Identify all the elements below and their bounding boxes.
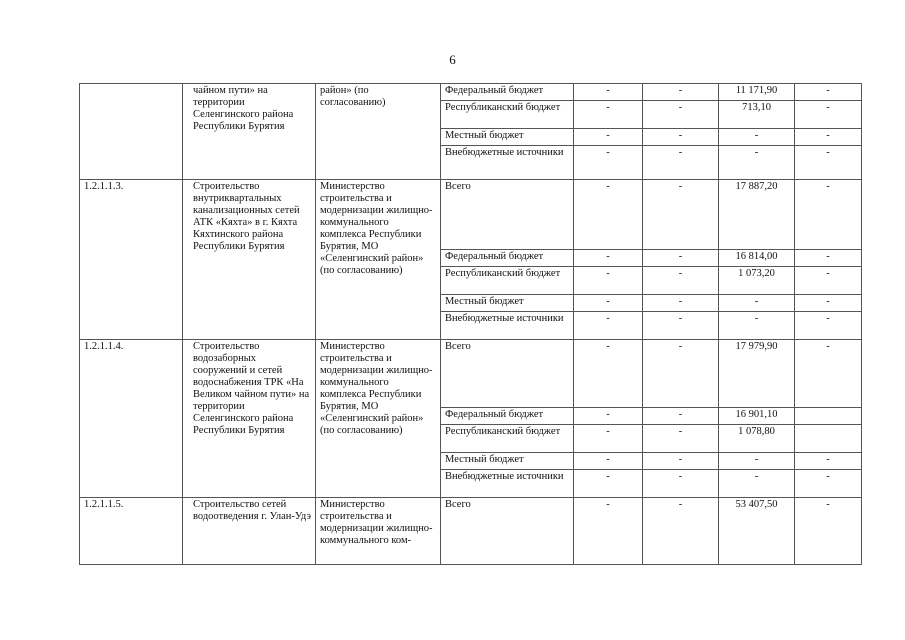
row-number [80,84,183,180]
value-cell: - [643,101,719,129]
value-cell: - [574,295,643,312]
funding-source: Местный бюджет [441,453,574,470]
value-cell: 16 901,10 [719,408,795,425]
value-cell: - [574,498,643,565]
executor: Министерство строительства и модернизации жилищно-коммунального комплекса Республики Бурятия, МО «Селенгинский район» (по согласованию) [316,180,441,340]
funding-source: Местный бюджет [441,129,574,146]
value-cell: - [574,84,643,101]
value-cell: - [643,498,719,565]
row-number: 1.2.1.1.3. [80,180,183,340]
value-cell: 16 814,00 [719,250,795,267]
value-cell: - [643,453,719,470]
value-cell: - [719,295,795,312]
value-cell: - [795,295,862,312]
funding-source: Федеральный бюджет [441,408,574,425]
funding-source: Внебюджетные источники [441,146,574,180]
row-number: 1.2.1.1.5. [80,498,183,565]
value-cell: - [574,312,643,340]
funding-source: Республиканский бюджет [441,267,574,295]
project-name: Строительство внутриквартальных канализационных сетей АТК «Кяхта» в г. Кяхта Кяхтинского района Республики Бурятия [183,180,316,340]
value-cell: 17 887,20 [719,180,795,250]
value-cell: - [574,129,643,146]
value-cell: - [795,129,862,146]
value-cell: 1 078,80 [719,425,795,453]
value-cell: - [574,267,643,295]
funding-source: Всего [441,180,574,250]
value-cell: 11 171,90 [719,84,795,101]
value-cell: - [643,408,719,425]
value-cell: - [643,84,719,101]
value-cell: - [719,453,795,470]
value-cell: - [643,470,719,498]
value-cell: - [719,470,795,498]
value-cell: - [574,453,643,470]
value-cell: 17 979,90 [719,340,795,408]
row-number: 1.2.1.1.4. [80,340,183,498]
value-cell: - [719,129,795,146]
funding-source: Местный бюджет [441,295,574,312]
value-cell: - [795,250,862,267]
value-cell: - [719,146,795,180]
page-number: 6 [449,52,456,67]
funding-source: Всего [441,340,574,408]
executor: Министерство строительства и модернизации жилищно-коммунального ком- [316,498,441,565]
value-cell: 53 407,50 [719,498,795,565]
value-cell: - [643,340,719,408]
project-name: Строительство водозаборных сооружений и сетей водоснабжения ТРК «На Великом чайном пути» на территории Селенгинского района Республики Бурятия [183,340,316,498]
funding-source: Федеральный бюджет [441,250,574,267]
value-cell [795,408,862,425]
value-cell: - [574,470,643,498]
value-cell: - [795,453,862,470]
value-cell: - [795,340,862,408]
value-cell: - [643,267,719,295]
funding-source: Внебюджетные источники [441,312,574,340]
value-cell: - [643,146,719,180]
value-cell: - [574,425,643,453]
value-cell: - [574,408,643,425]
funding-source: Республиканский бюджет [441,425,574,453]
value-cell: - [574,250,643,267]
value-cell: - [574,180,643,250]
value-cell: - [795,101,862,129]
value-cell: - [795,470,862,498]
funding-source: Всего [441,498,574,565]
executor: район» (по согласованию) [316,84,441,180]
value-cell: 1 073,20 [719,267,795,295]
value-cell: - [643,180,719,250]
value-cell: - [795,146,862,180]
project-name: Строительство сетей водоотведения г. Улан-Удэ [183,498,316,565]
funding-source: Внебюджетные источники [441,470,574,498]
value-cell: - [795,267,862,295]
value-cell: - [795,498,862,565]
funding-source: Федеральный бюджет [441,84,574,101]
value-cell: - [643,295,719,312]
value-cell: - [643,425,719,453]
value-cell: - [574,146,643,180]
value-cell: 713,10 [719,101,795,129]
value-cell: - [643,312,719,340]
value-cell: - [795,312,862,340]
value-cell: - [574,340,643,408]
value-cell: - [795,180,862,250]
value-cell: - [643,129,719,146]
value-cell: - [795,84,862,101]
executor: Министерство строительства и модернизации жилищно-коммунального комплекса Республики Бурятия, МО «Селенгинский район» (по согласованию) [316,340,441,498]
value-cell: - [719,312,795,340]
funding-table [79,83,862,565]
value-cell: - [574,101,643,129]
project-name: чайном пути» на территории Селенгинского района Республики Бурятия [183,84,316,180]
funding-source: Республиканский бюджет [441,101,574,129]
value-cell: - [643,250,719,267]
value-cell [795,425,862,453]
